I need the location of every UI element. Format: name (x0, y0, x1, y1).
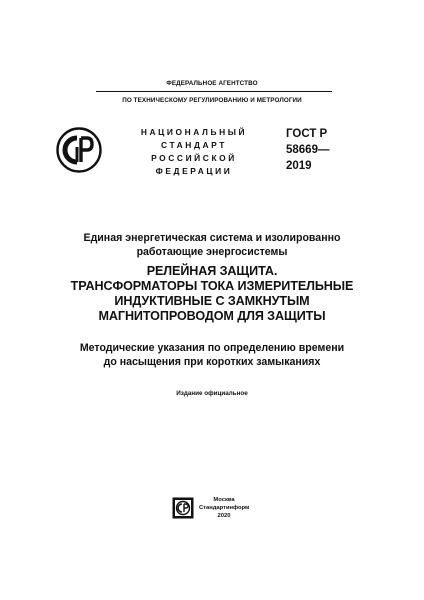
agency-department: ПО ТЕХНИЧЕСКОМУ РЕГУЛИРОВАНИЮ И МЕТРОЛОГИИ (122, 97, 302, 104)
subtitle-line: работающие энергосистемы (136, 245, 288, 258)
method-description (0, 342, 424, 369)
publisher-city: Москва (213, 497, 235, 503)
national-line: РОССИЙСКОЙ (151, 153, 237, 163)
gost-emblem-icon (56, 127, 102, 173)
national-standard-label (116, 126, 272, 178)
method-line: до насыщения при коротких замыканиях (103, 355, 321, 368)
subtitle-line: Единая энергетическая система и изолированно (83, 232, 341, 244)
national-line: ФЕДЕРАЦИИ (155, 166, 233, 176)
title-line: ИНДУКТИВНЫЕ С ЗАМКНУТЫМ (114, 294, 310, 308)
document-title (0, 264, 424, 324)
title-line: МАГНИТОПРОВОДОМ ДЛЯ ЗАЩИТЫ (98, 309, 326, 323)
publisher-name: Стандартинформ (199, 505, 250, 511)
edition-label: Издание официальное (176, 390, 248, 397)
header-divider (96, 91, 332, 92)
national-line: СТАНДАРТ (161, 140, 227, 150)
standard-code-line: 58669— (286, 144, 330, 156)
standard-code-line: 2019 (286, 160, 312, 172)
standard-code-line: ГОСТ Р (286, 128, 328, 140)
national-line: НАЦИОНАЛЬНЫЙ (140, 127, 248, 137)
title-line: ТРАНСФОРМАТОРЫ ТОКА ИЗМЕРИТЕЛЬНЫЕ (70, 279, 354, 293)
title-line: РЕЛЕЙНАЯ ЗАЩИТА. (146, 264, 278, 278)
standard-code (286, 126, 329, 174)
document-subtitle (0, 232, 424, 259)
publisher-info (199, 496, 249, 520)
publication-year: 2020 (217, 513, 231, 519)
agency-name: ФЕДЕРАЛЬНОЕ АГЕНТСТВО (166, 80, 258, 87)
method-line: Методические указания по определению времени (79, 342, 345, 354)
publisher-logo-icon (172, 497, 194, 519)
